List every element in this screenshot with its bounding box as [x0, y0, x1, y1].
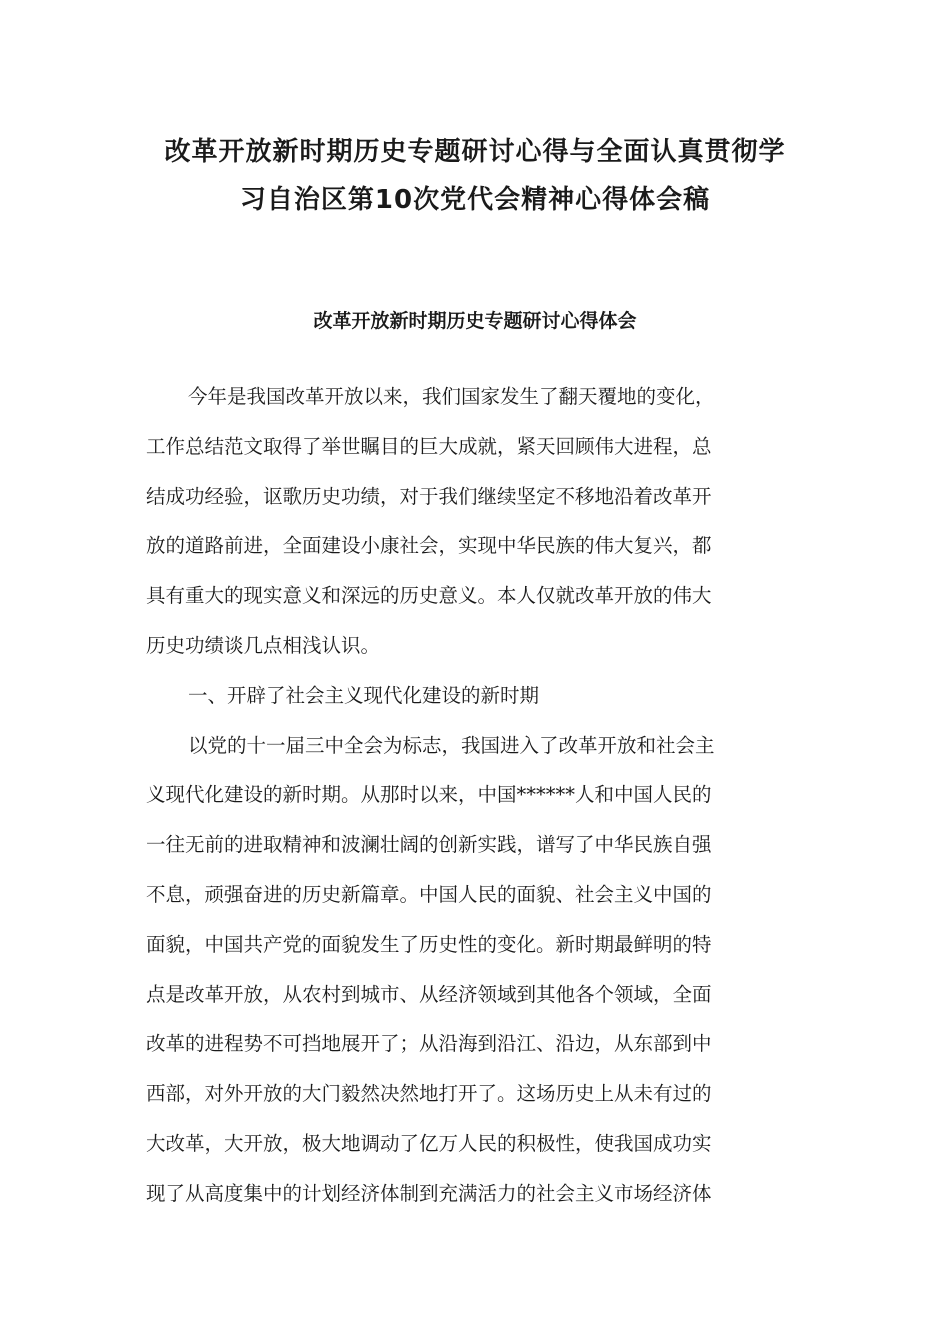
body-line: 改革的进程势不可挡地展开了；从沿海到沿江、沿边，从东部到中 [146, 1032, 712, 1056]
body-line: 面貌，中国共产党的面貌发生了历史性的变化。新时期最鲜明的特 [146, 932, 712, 956]
body-line: 工作总结范文取得了举世瞩目的巨大成就，紧天回顾伟大进程，总 [146, 434, 712, 458]
body-line: 不息，顽强奋进的历史新篇章。中国人民的面貌、社会主义中国的 [146, 882, 712, 906]
body-line: 放的道路前进，全面建设小康社会，实现中华民族的伟大复兴，都 [146, 534, 712, 558]
body-line: 西部，对外开放的大门毅然决然地打开了。这场历史上从未有过的 [146, 1082, 712, 1106]
body-line: 具有重大的现实意义和深远的历史意义。本人仅就改革开放的伟大 [146, 584, 712, 608]
body-line: 点是改革开放，从农村到城市、从经济领域到其他各个领域，全面 [146, 982, 712, 1006]
title-line-2: 习自治区第10次党代会精神心得体会稿 [239, 185, 711, 215]
body-line: 现了从高度集中的计划经济体制到充满活力的社会主义市场经济体 [146, 1181, 712, 1205]
section-subtitle: 改革开放新时期历史专题研讨心得体会 [313, 310, 637, 332]
body-line: 结成功经验，讴歌历史功绩，对于我们继续坚定不移地沿着改革开 [146, 484, 712, 508]
document-title [140, 128, 810, 224]
body-line: 今年是我国改革开放以来，我们国家发生了翻天覆地的变化， [188, 385, 715, 408]
body-line: 大改革，大开放，极大地调动了亿万人民的积极性，使我国成功实 [146, 1131, 712, 1155]
body-line: 一往无前的进取精神和波澜壮阔的创新实践，谱写了中华民族自强 [146, 833, 712, 857]
body-line: 历史功绩谈几点相浅认识。 [146, 633, 381, 657]
section-heading: 一、开辟了社会主义现代化建设的新时期 [188, 683, 540, 707]
body-line: 以党的十一届三中全会为标志，我国进入了改革开放和社会主 [188, 733, 715, 757]
title-line-1: 改革开放新时期历史专题研讨心得与全面认真贯彻学 [164, 137, 786, 167]
body-text [146, 372, 806, 1219]
body-line: 义现代化建设的新时期。从那时以来，中国******人和中国人民的 [146, 783, 712, 807]
